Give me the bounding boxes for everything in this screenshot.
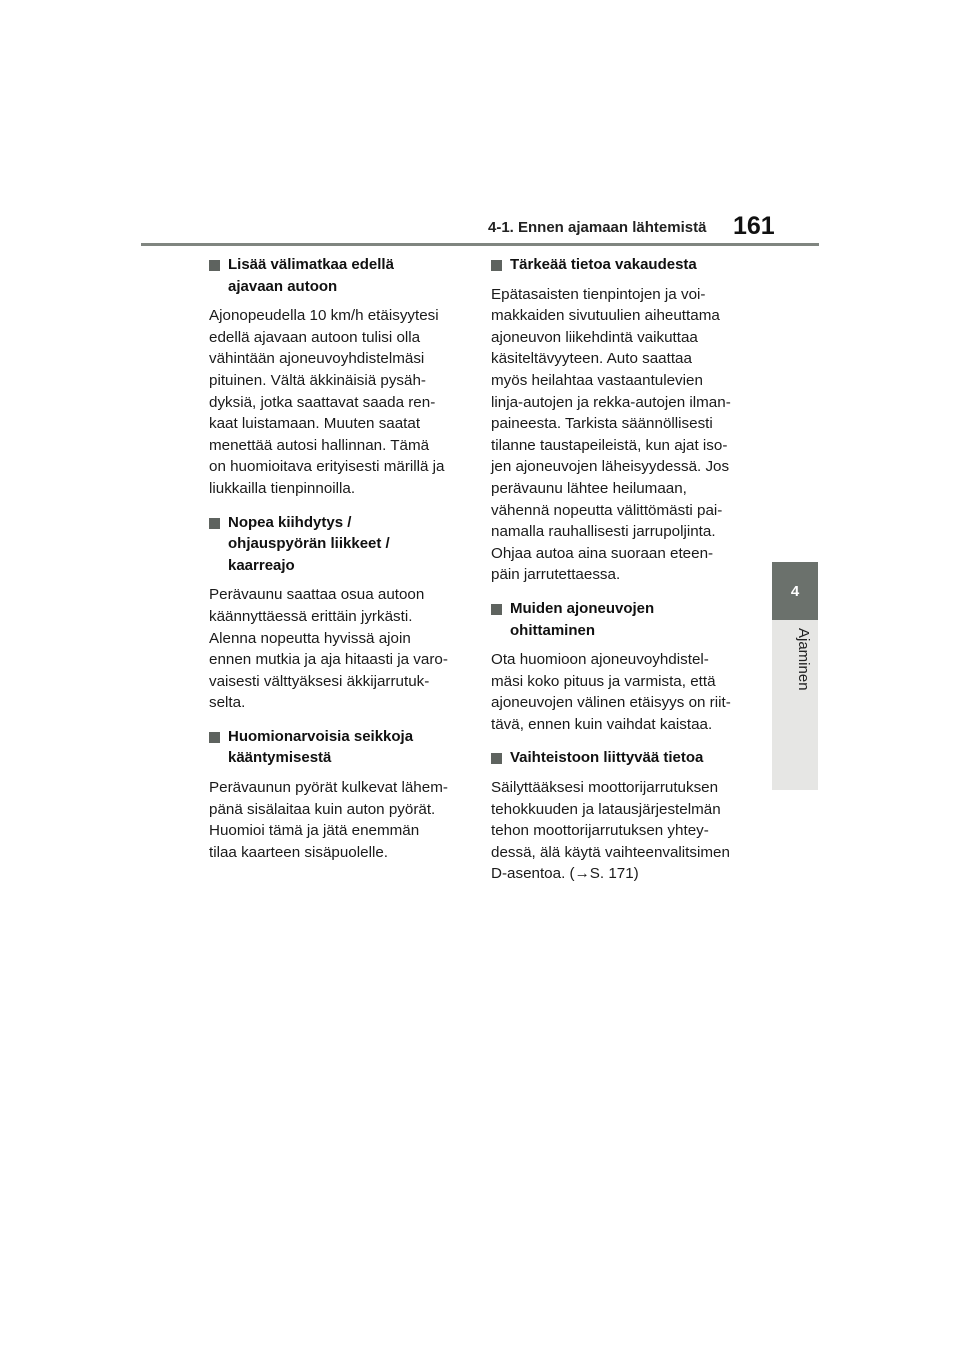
section-body: Ajonopeudella 10 km/h etäisyytesi edellä ajavaan autoon tulisi olla vähintään ajoneuvoyhdistelmäsi pituinen. Vältä äkkinäisiä pysäh- dyksiä, jotka saattavat saada ren- kaat luistamaan. Muuten saatat menettää autosi hallinnan. Tämä on huomioitava erityisesti märillä ja liukkailla tienpinnoilla. bbox=[209, 307, 445, 497]
section-heading-text: Vaihteistoon liittyvää tietoa bbox=[510, 749, 704, 767]
section-heading bbox=[491, 747, 753, 769]
section-heading bbox=[209, 726, 471, 769]
section-header: 4-1. Ennen ajamaan lähtemistä bbox=[488, 219, 707, 236]
section-heading-text: Muiden ajoneuvojen ohittaminen bbox=[510, 599, 655, 639]
section-heading-text: Lisää välimatkaa edellä ajavaan autoon bbox=[228, 256, 394, 295]
left-column bbox=[209, 254, 471, 875]
section-heading bbox=[209, 512, 471, 577]
section-heading-text: Huomionarvoisia seikkoja kääntymisestä bbox=[228, 727, 414, 767]
square-bullet-icon bbox=[209, 518, 220, 529]
section-block bbox=[491, 747, 753, 885]
right-column bbox=[491, 254, 753, 897]
section-body: Ota huomioon ajoneuvoyhdistel- mäsi koko pituus ja varmista, että ajoneuvojen välinen etäisyys on riit- tävä, ennen kuin vaihdat kaistaa. bbox=[491, 651, 731, 733]
section-block bbox=[209, 726, 471, 864]
chapter-tab-number: 4 bbox=[772, 562, 818, 620]
section-body: Perävaunun pyörät kulkevat lähem- pänä sisälaitaa kuin auton pyörät. Huomioi tämä ja jätä enemmän tilaa kaarteen sisäpuolelle. bbox=[209, 779, 448, 861]
section-body: Epätasaisten tienpintojen ja voi- makkaiden sivutuulien aiheuttama ajoneuvon liikehdintä vaikuttaa käsiteltävyyteen. Auto saattaa myös heilahtaa vastaantulevien linja-autojen ja rekka-autojen ilman- paineesta. Tarkista säännöllisesti tilanne taustapeileistä, kun ajat iso- jen ajoneuvojen läheisyydessä. Jos perävaunu lähtee heilumaan, vähennä nopeutta välittömästi pai- namalla rauhallisesti jarrupoljinta. Ohjaa autoa aina suoraan eteen- päin jarrutettaessa. bbox=[491, 285, 731, 584]
header-divider bbox=[141, 243, 819, 246]
section-heading-text: Nopea kiihdytys / ohjauspyörän liikkeet / kaarreajo bbox=[228, 513, 390, 574]
page-number: 161 bbox=[733, 212, 775, 240]
square-bullet-icon bbox=[491, 753, 502, 764]
chapter-tab-label: Ajaminen bbox=[795, 628, 812, 691]
section-heading bbox=[491, 598, 753, 641]
section-body: Säilyttääksesi moottorijarrutuksen tehokkuuden ja latausjärjestelmän tehon moottorijarrutuksen yhtey- dessä, älä käytä vaihteenvalitsimen D-asentoa. (→S. 171) bbox=[491, 779, 730, 883]
square-bullet-icon bbox=[209, 260, 220, 271]
section-heading bbox=[209, 254, 471, 297]
section-heading bbox=[491, 254, 753, 276]
square-bullet-icon bbox=[491, 604, 502, 615]
section-block bbox=[491, 254, 753, 586]
section-body: Perävaunu saattaa osua autoon käännyttäessä erittäin jyrkästi. Alenna nopeutta hyvissä ajoin ennen mutkia ja aja hitaasti ja varo- vaisesti välttyäksesi äkkijarrutuk- selta. bbox=[209, 586, 448, 712]
section-block bbox=[209, 512, 471, 714]
section-heading-text: Tärkeää tietoa vakaudesta bbox=[510, 256, 697, 273]
square-bullet-icon bbox=[209, 732, 220, 743]
section-block bbox=[491, 598, 753, 736]
section-block bbox=[209, 254, 471, 500]
square-bullet-icon bbox=[491, 260, 502, 271]
